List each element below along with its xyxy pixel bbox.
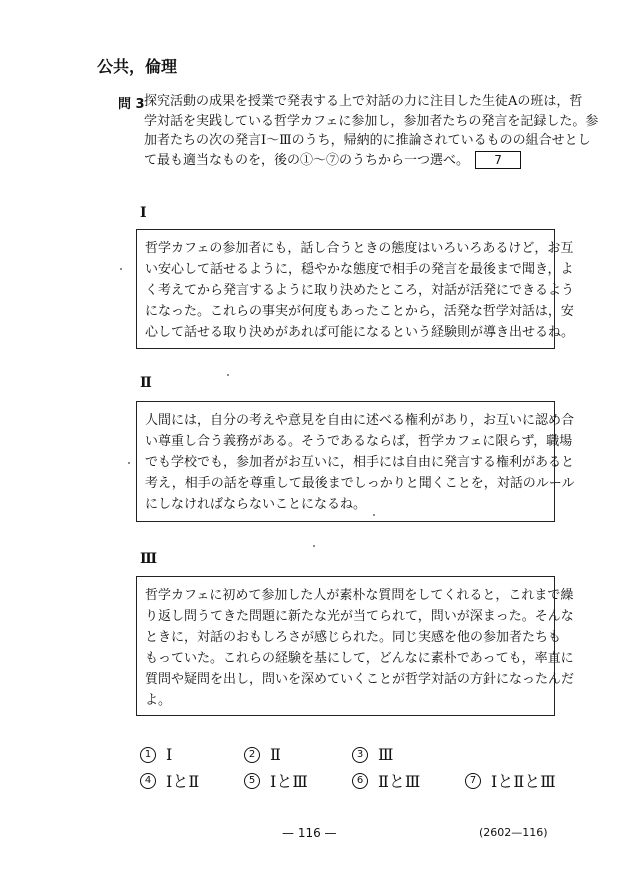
question-line: 探究活動の成果を授業で発表する上で対話の力に注目した生徒Aの班は，哲 [144,94,583,109]
answer-number-box: 7 [475,151,521,169]
option-text: ⅠとⅡ [166,772,200,791]
statement-line: り返し問うてきた問題に新たな光が当てられて，問いが深まった。そんな [145,609,574,624]
option-5 [244,769,308,792]
statement-line: い安心して話せるように，穏やかな態度で相手の発言を最後まで聞き，よ [145,262,574,277]
scan-speck [120,268,122,270]
statement-box-3 [136,576,575,716]
option-4 [140,769,199,792]
question-line: て最も適当なものを，後の①～⑦のうちから一つ選べ。 [144,152,470,168]
statement-line: もっていた。これらの経験を基にして，どんなに素朴であっても，率直に [145,651,574,666]
option-1 [140,745,172,764]
option-number-circle: 6 [352,773,368,789]
subject-title: 公共，倫理 [97,57,178,76]
statement-line: 質問や疑問を出し，問いを深めていくことが哲学対話の方針になったんだ [145,672,575,687]
question-line-last [144,151,544,171]
question-text [144,92,599,170]
document-code: (2602—116) [479,826,548,839]
statement-line: く考えてから発言するように取り決めたところ，対話が活発にできるよう [145,283,575,298]
question-label: 問 3 [118,97,145,112]
option-text: ⅠとⅢ [270,772,308,791]
statement-line: でも学校でも，参加者がお互いに，相手には自由に発言する権利があると [145,455,575,470]
option-text: Ⅰ [166,745,173,764]
option-text: Ⅱ [270,745,281,764]
statement-line: よ。 [145,693,172,708]
statement-line: 哲学カフェに初めて参加した人が素朴な質問をしてくれると，これまで繰 [145,588,574,603]
option-6 [352,769,420,792]
statement-line: い尊重し合う義務がある。そうであるならば，哲学カフェに限らず，職場 [145,434,573,449]
question-line: 加者たちの次の発言Ⅰ～Ⅲのうち，帰納的に推論されているものの組合せとし [144,133,591,148]
statement-line: 哲学カフェの参加者にも，話し合うときの態度はいろいろあるけど，お互 [145,241,574,256]
option-3 [352,745,393,764]
scan-speck [128,462,130,464]
statement-line: にしなければならないことになるね。 [145,497,367,512]
statement-line: 心して話せる取り決めがあれば可能になるという経験則が導き出せるね。 [145,325,575,340]
option-number-circle: 3 [352,747,368,763]
option-number-circle: 2 [244,747,260,763]
statement-line: ときに，対話のおもしろさが感じられた。同じ実感を他の参加者たちも [145,630,562,645]
question-line: 学対話を実践している哲学カフェに参加し，参加者たちの発言を記録した。参 [144,113,599,129]
option-number-circle: 4 [140,773,156,789]
scan-speck [313,545,315,547]
option-2 [244,745,281,764]
statement-label-1: Ⅰ [140,205,147,221]
option-text: Ⅲ [378,745,394,764]
page-number: — 116 — [282,826,337,840]
statement-label-2: Ⅱ [140,375,152,391]
statement-line: 考え，相手の話を尊重して最後までしっかりと聞くことを，対話のルール [145,476,575,491]
statement-box-2 [136,401,575,522]
statement-label-3: Ⅲ [140,551,158,567]
statement-line: 人間には，自分の考えや意見を自由に述べる権利があり，お互いに認め合 [145,413,575,428]
statement-box-1 [136,229,575,349]
option-text: ⅡとⅢ [378,772,421,791]
option-number-circle: 1 [140,747,156,763]
option-7 [465,769,556,792]
statement-line: になった。これらの事実が何度もあったことから，活発な哲学対話は，安 [145,304,574,319]
option-number-circle: 5 [244,773,260,789]
scan-speck [373,514,375,516]
option-text: ⅠとⅡとⅢ [491,772,556,791]
option-number-circle: 7 [465,773,481,789]
scan-speck [227,374,229,376]
